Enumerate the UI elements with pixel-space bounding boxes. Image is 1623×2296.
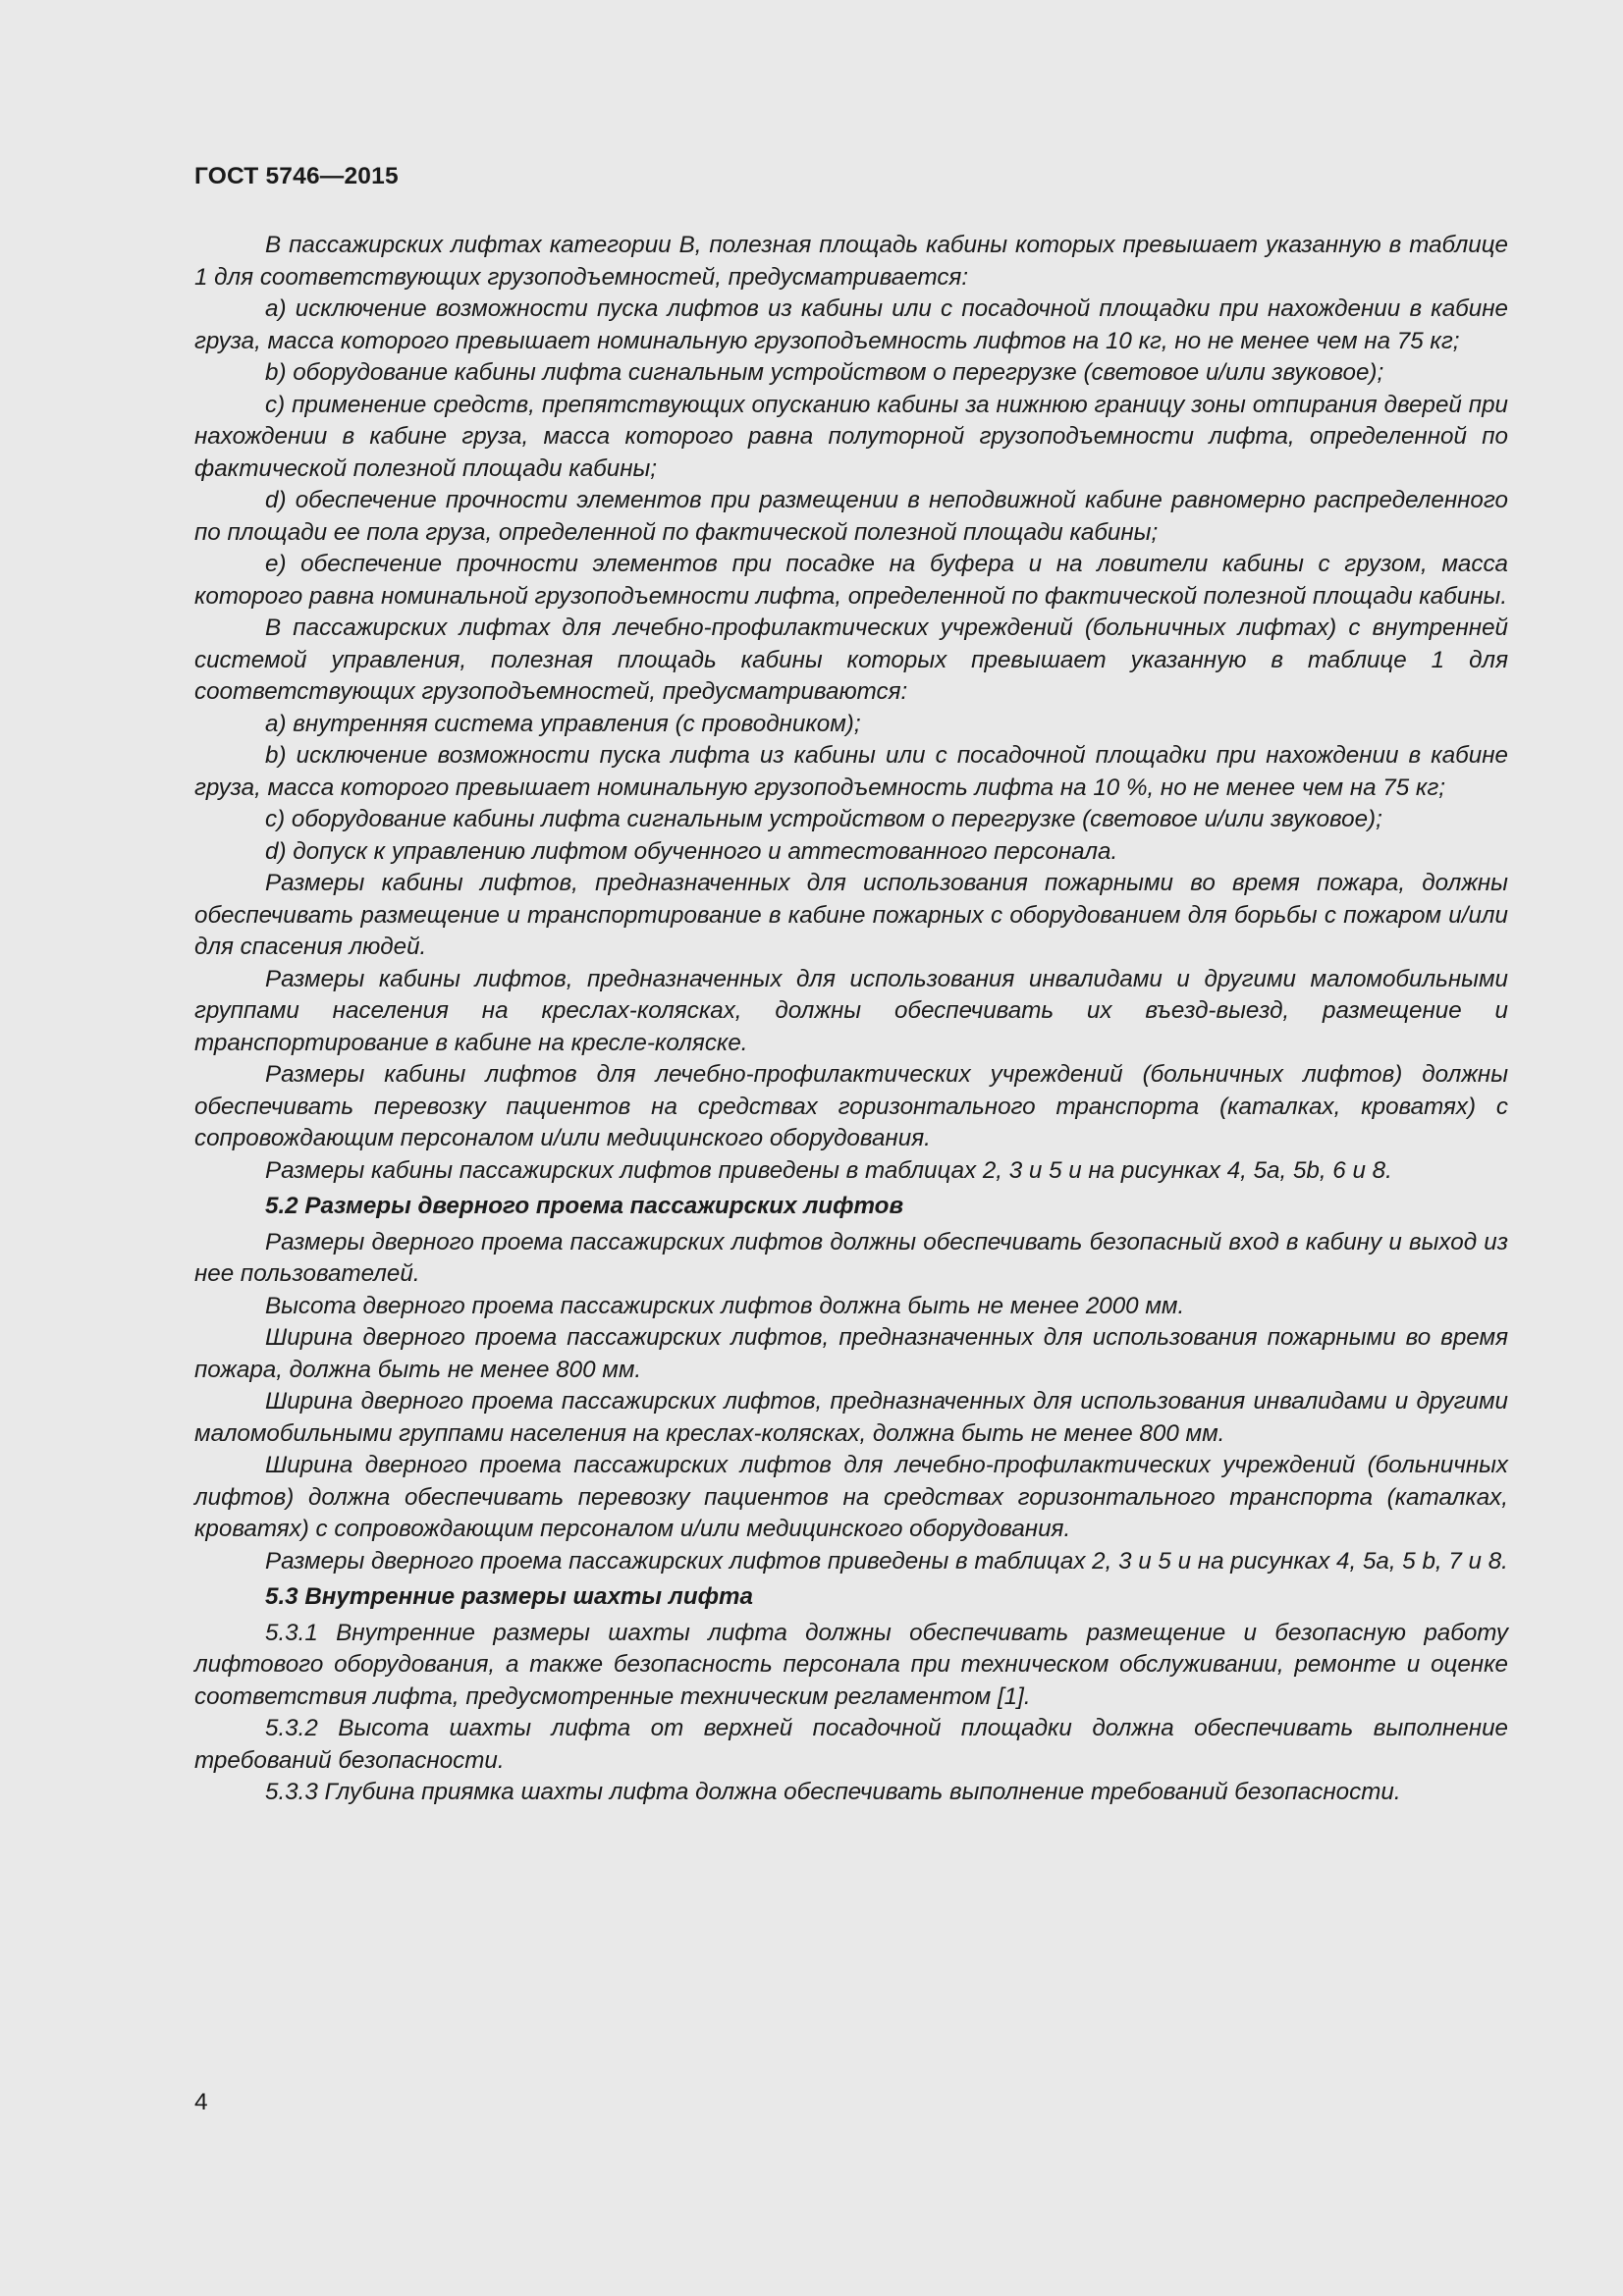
- paragraph: Высота дверного проема пассажирских лифтов должна быть не менее 2000 мм.: [265, 1292, 1185, 1319]
- list-item: d) допуск к управлению лифтом обученного и аттестованного персонала.: [265, 837, 1118, 865]
- list-item: b) оборудование кабины лифта сигнальным устройством о перегрузке (световое и/или звуковое);: [265, 359, 1384, 386]
- subsection-5-3-1: 5.3.1 Внутренние размеры шахты лифта должны обеспечивать размещение и безопасную работу лифтового оборудования, а также безопасность персонала при техническом обслуживании, ремонте и оценке соответствия лифта, предусмотренные техническим регламентом [1].: [194, 1619, 1508, 1710]
- paragraph: Размеры кабины лифтов для лечебно-профилактических учреждений (больничных лифтов) должны обеспечивать перевозку пациентов на средствах горизонтального транспорта (каталках, кроватях) с сопровождающим персоналом и/или медицинского оборудования.: [194, 1061, 1508, 1151]
- paragraph: Размеры дверного проема пассажирских лифтов приведены в таблицах 2, 3 и 5 и на рисунках 4, 5a, 5 b, 7 и 8.: [265, 1547, 1508, 1575]
- list-item: d) обеспечение прочности элементов при размещении в неподвижной кабине равномерно распределенного по площади ее пола груза, определенной по фактической полезной площади кабины;: [194, 487, 1508, 546]
- list-item: a) внутренняя система управления (с проводником);: [265, 710, 861, 737]
- list-item: c) оборудование кабины лифта сигнальным устройством о перегрузке (световое и/или звуковое);: [265, 806, 1382, 832]
- subsection-5-3-2: 5.3.2 Высота шахты лифта от верхней посадочной площадки должна обеспечивать выполнение требований безопасности.: [194, 1715, 1508, 1774]
- list-item: a) исключение возможности пуска лифтов из кабины или с посадочной площадки при нахождении в кабине груза, масса которого превышает номинальную грузоподъемность лифтов на 10 кг, но не менее чем на 75 кг;: [194, 295, 1508, 354]
- document-header: ГОСТ 5746—2015: [194, 163, 399, 189]
- paragraph: В пассажирских лифтах категории В, полезная площадь кабины которых превышает указанную в таблице 1 для соответствующих грузоподъемностей, предусматривается:: [194, 232, 1508, 291]
- list-item: b) исключение возможности пуска лифта из кабины или с посадочной площадки при нахождении в кабине груза, масса которого превышает номинальную грузоподъемность лифта на 10 %, но не менее чем на 75 кг;: [194, 742, 1508, 801]
- section-heading-5-3: 5.3 Внутренние размеры шахты лифта: [265, 1583, 753, 1610]
- page-number: 4: [194, 2089, 208, 2115]
- paragraph: В пассажирских лифтах для лечебно-профилактических учреждений (больничных лифтах) с внутренней системой управления, полезная площадь кабины которых превышает указанную в таблице 1 для соответствующих грузоподъемностей, предусматриваются:: [194, 614, 1508, 705]
- section-heading-5-2: 5.2 Размеры дверного проема пассажирских лифтов: [265, 1193, 904, 1219]
- paragraph: Размеры дверного проема пассажирских лифтов должны обеспечивать безопасный вход в кабину и выход из нее пользователей.: [194, 1228, 1508, 1287]
- list-item: e) обеспечение прочности элементов при посадке на буфера и на ловители кабины с грузом, масса которого равна номинальной грузоподъемности лифта, определенной по фактической полезной площади кабины.: [194, 551, 1508, 610]
- paragraph: Ширина дверного проема пассажирских лифтов для лечебно-профилактических учреждений (больничных лифтов) должна обеспечивать перевозку пациентов на средствах горизонтального транспорта (каталках, кроватях) с сопровождающим персоналом и/или медицинского оборудования.: [194, 1452, 1508, 1542]
- paragraph: Размеры кабины пассажирских лифтов приведены в таблицах 2, 3 и 5 и на рисунках 4, 5а, 5b, 6 и 8.: [265, 1156, 1392, 1184]
- paragraph: Ширина дверного проема пассажирских лифтов, предназначенных для использования пожарными во время пожара, должна быть не менее 800 мм.: [194, 1324, 1508, 1383]
- paragraph: Размеры кабины лифтов, предназначенных для использования инвалидами и другими маломобильными группами населения на креслах-колясках, должны обеспечивать их въезд-выезд, размещение и транспортирование в кабине на кресле-коляске.: [194, 965, 1508, 1056]
- subsection-5-3-3: 5.3.3 Глубина приямка шахты лифта должна обеспечивать выполнение требований безопасности.: [265, 1779, 1401, 1805]
- document-body: [194, 230, 1508, 1809]
- paragraph: Ширина дверного проема пассажирских лифтов, предназначенных для использования инвалидами и другими маломобильными группами населения на креслах-колясках, должна быть не менее 800 мм.: [194, 1388, 1508, 1447]
- paragraph: Размеры кабины лифтов, предназначенных для использования пожарными во время пожара, должны обеспечивать размещение и транспортирование в кабине пожарных с оборудованием для борьбы с пожаром и/или для спасения людей.: [194, 870, 1508, 960]
- list-item: c) применение средств, препятствующих опусканию кабины за нижнюю границу зоны отпирания дверей при нахождении в кабине груза, масса которого равна полуторной грузоподъемности лифта, определенной по фактической полезной площади кабины;: [194, 391, 1508, 482]
